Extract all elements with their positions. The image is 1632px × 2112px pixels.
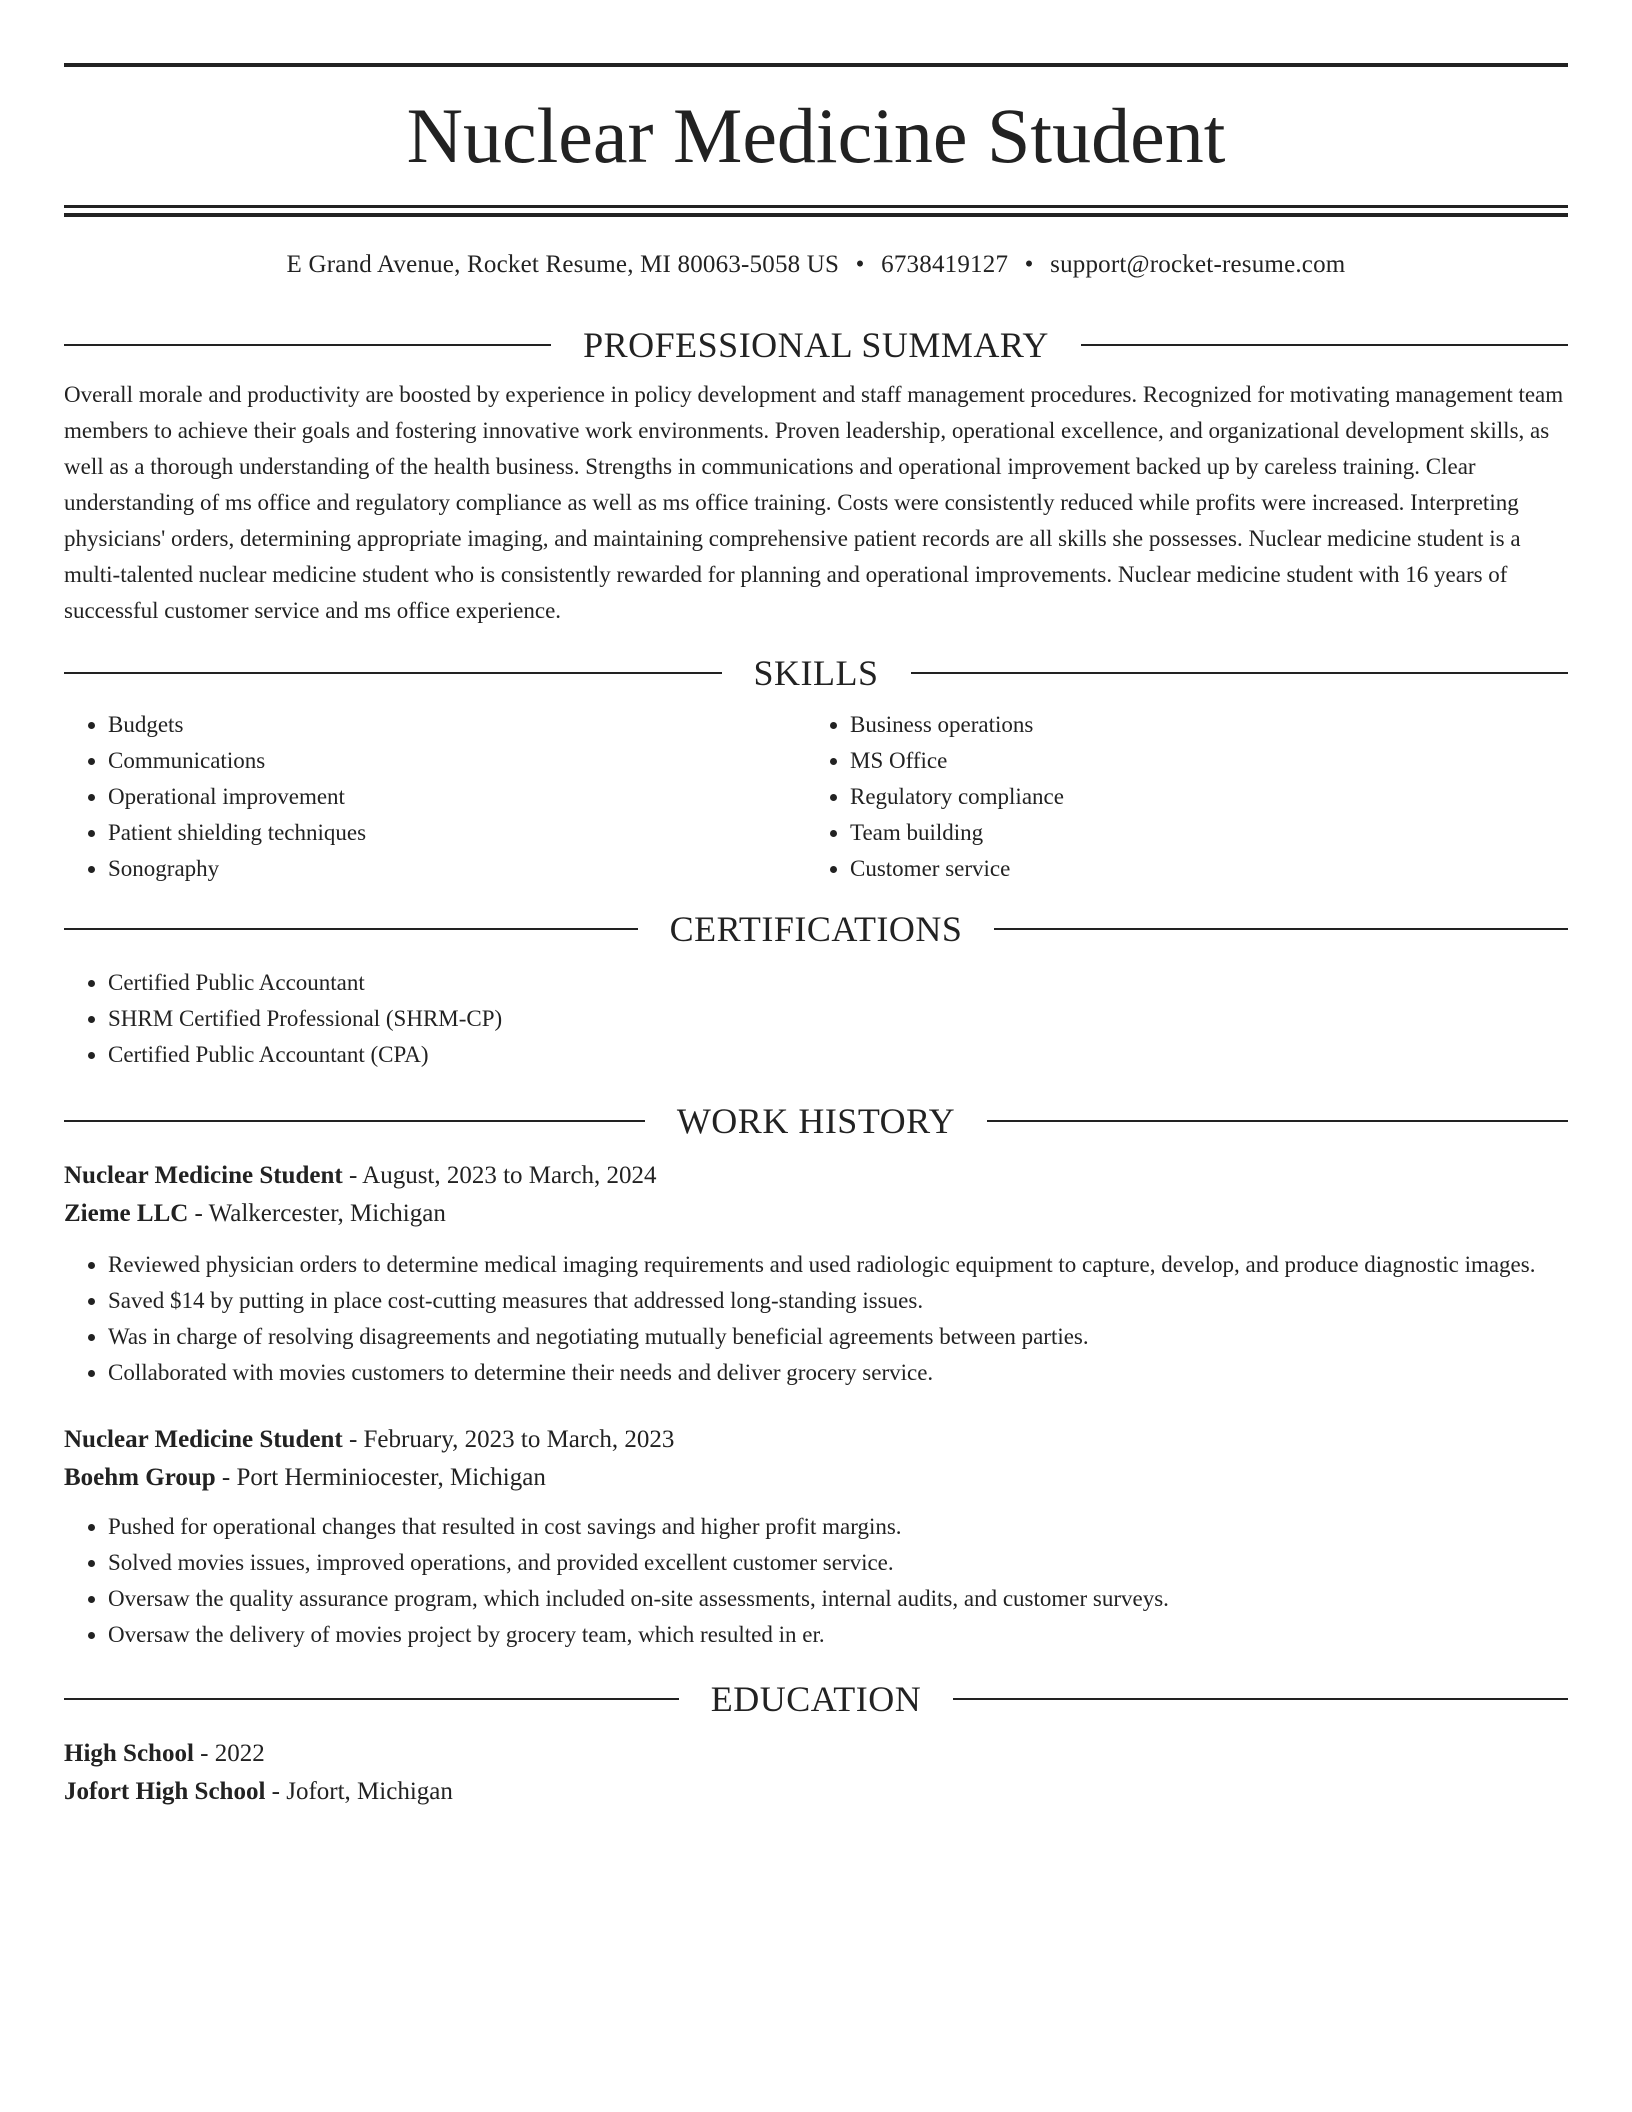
resume-page	[64, 0, 1568, 1811]
job-bullet: • Pushed for operational changes that resulted in cost savings and higher profit margins.	[108, 1509, 1568, 1545]
contact-email: support@rocket-resume.com	[1050, 251, 1346, 278]
job-company-line	[64, 1459, 1568, 1497]
job-entry	[64, 1157, 1568, 1391]
education-degree: High School	[64, 1740, 194, 1767]
section-header-work	[64, 1099, 1568, 1143]
education-entry	[64, 1735, 1568, 1811]
contact-line	[64, 249, 1568, 281]
job-bullets	[64, 1247, 1568, 1391]
job-entry	[64, 1421, 1568, 1653]
education-school: Jofort High School	[64, 1778, 266, 1805]
job-dates: - February, 2023 to March, 2023	[342, 1426, 675, 1453]
skill-item: • Business operations	[850, 707, 1548, 743]
skill-item: • Regulatory compliance	[850, 779, 1548, 815]
contact-address: E Grand Avenue, Rocket Resume, MI 80063-5058 US	[286, 251, 840, 278]
contact-phone: 6738419127	[881, 251, 1009, 278]
job-dates: - August, 2023 to March, 2024	[342, 1162, 657, 1189]
certification-item: • Certified Public Accountant	[108, 965, 1568, 1001]
contact-separator: •	[1024, 251, 1034, 278]
skill-item: • Patient shielding techniques	[108, 815, 806, 851]
summary-text: Overall morale and productivity are boosted by experience in policy development and staff management procedures. Recognized for motivating management team members to achieve their goals and fostering innovative work environments. Proven leadership, operational excellence, and organizational development skills, as well as a thorough understanding of the health business. Strengths in communications and operational improvement backed up by careless training. Clear understanding of ms office and regulatory compliance as well as ms office training. Costs were consistently reduced while profits were increased. Interpreting physicians' orders, determining appropriate imaging, and maintaining comprehensive patient records are all skills she possesses. Nuclear medicine student is a multi-talented nuclear medicine student who is consistently rewarded for planning and operational improvements. Nuclear medicine student with 16 years of successful customer service and ms office experience.	[64, 382, 1564, 623]
skills-grid	[64, 707, 1568, 887]
section-title: WORK HISTORY	[676, 1101, 956, 1141]
skills-column-left	[64, 707, 806, 887]
job-company: Zieme LLC	[64, 1200, 189, 1227]
job-bullet: • Collaborated with movies customers to determine their needs and deliver grocery service.	[108, 1355, 1568, 1391]
job-location: - Walkercester, Michigan	[188, 1200, 446, 1227]
job-bullet: • Oversaw the quality assurance program, which included on-site assessments, internal audits, and customer surveys.	[108, 1581, 1568, 1617]
section-title: EDUCATION	[710, 1679, 922, 1719]
section-header-summary	[64, 323, 1568, 367]
job-location: - Port Herminiocester, Michigan	[215, 1464, 546, 1491]
job-bullet: • Solved movies issues, improved operations, and provided excellent customer service.	[108, 1545, 1568, 1581]
skill-item: • Sonography	[108, 851, 806, 887]
job-bullet: • Saved $14 by putting in place cost-cutting measures that addressed long-standing issues.	[108, 1283, 1568, 1319]
section-header-education	[64, 1677, 1568, 1721]
title-double-rule	[64, 205, 1568, 217]
skills-column-right	[806, 707, 1548, 887]
skill-item: • Operational improvement	[108, 779, 806, 815]
education-location: - Jofort, Michigan	[265, 1778, 453, 1805]
job-bullet: • Was in charge of resolving disagreements and negotiating mutually beneficial agreements between parties.	[108, 1319, 1568, 1355]
certification-item: • Certified Public Accountant (CPA)	[108, 1037, 1568, 1073]
job-company-line	[64, 1195, 1568, 1233]
job-company: Boehm Group	[64, 1464, 216, 1491]
section-header-certifications	[64, 907, 1568, 951]
certification-item: • SHRM Certified Professional (SHRM-CP)	[108, 1001, 1568, 1037]
skill-item: • Team building	[850, 815, 1548, 851]
section-header-skills	[64, 651, 1568, 695]
skill-item: • Communications	[108, 743, 806, 779]
certifications-list	[64, 965, 1568, 1073]
education-degree-line	[64, 1735, 1568, 1773]
section-title: CERTIFICATIONS	[669, 909, 963, 949]
skill-item: • MS Office	[850, 743, 1548, 779]
job-bullet: • Oversaw the delivery of movies project by grocery team, which resulted in er.	[108, 1617, 1568, 1653]
job-title: Nuclear Medicine Student	[64, 1426, 343, 1453]
education-school-line	[64, 1773, 1568, 1811]
job-title: Nuclear Medicine Student	[64, 1162, 343, 1189]
section-title: PROFESSIONAL SUMMARY	[583, 325, 1049, 365]
job-bullets	[64, 1509, 1568, 1653]
job-title-line	[64, 1157, 1568, 1195]
resume-title: Nuclear Medicine Student	[406, 92, 1226, 179]
skill-item: • Customer service	[850, 851, 1548, 887]
education-year: - 2022	[193, 1740, 265, 1767]
skill-item: • Budgets	[108, 707, 806, 743]
job-title-line	[64, 1421, 1568, 1459]
contact-separator: •	[855, 251, 865, 278]
job-bullet: • Reviewed physician orders to determine medical imaging requirements and used radiologic equipment to capture, develop, and produce diagnostic images.	[108, 1247, 1568, 1283]
section-title: SKILLS	[753, 653, 879, 693]
